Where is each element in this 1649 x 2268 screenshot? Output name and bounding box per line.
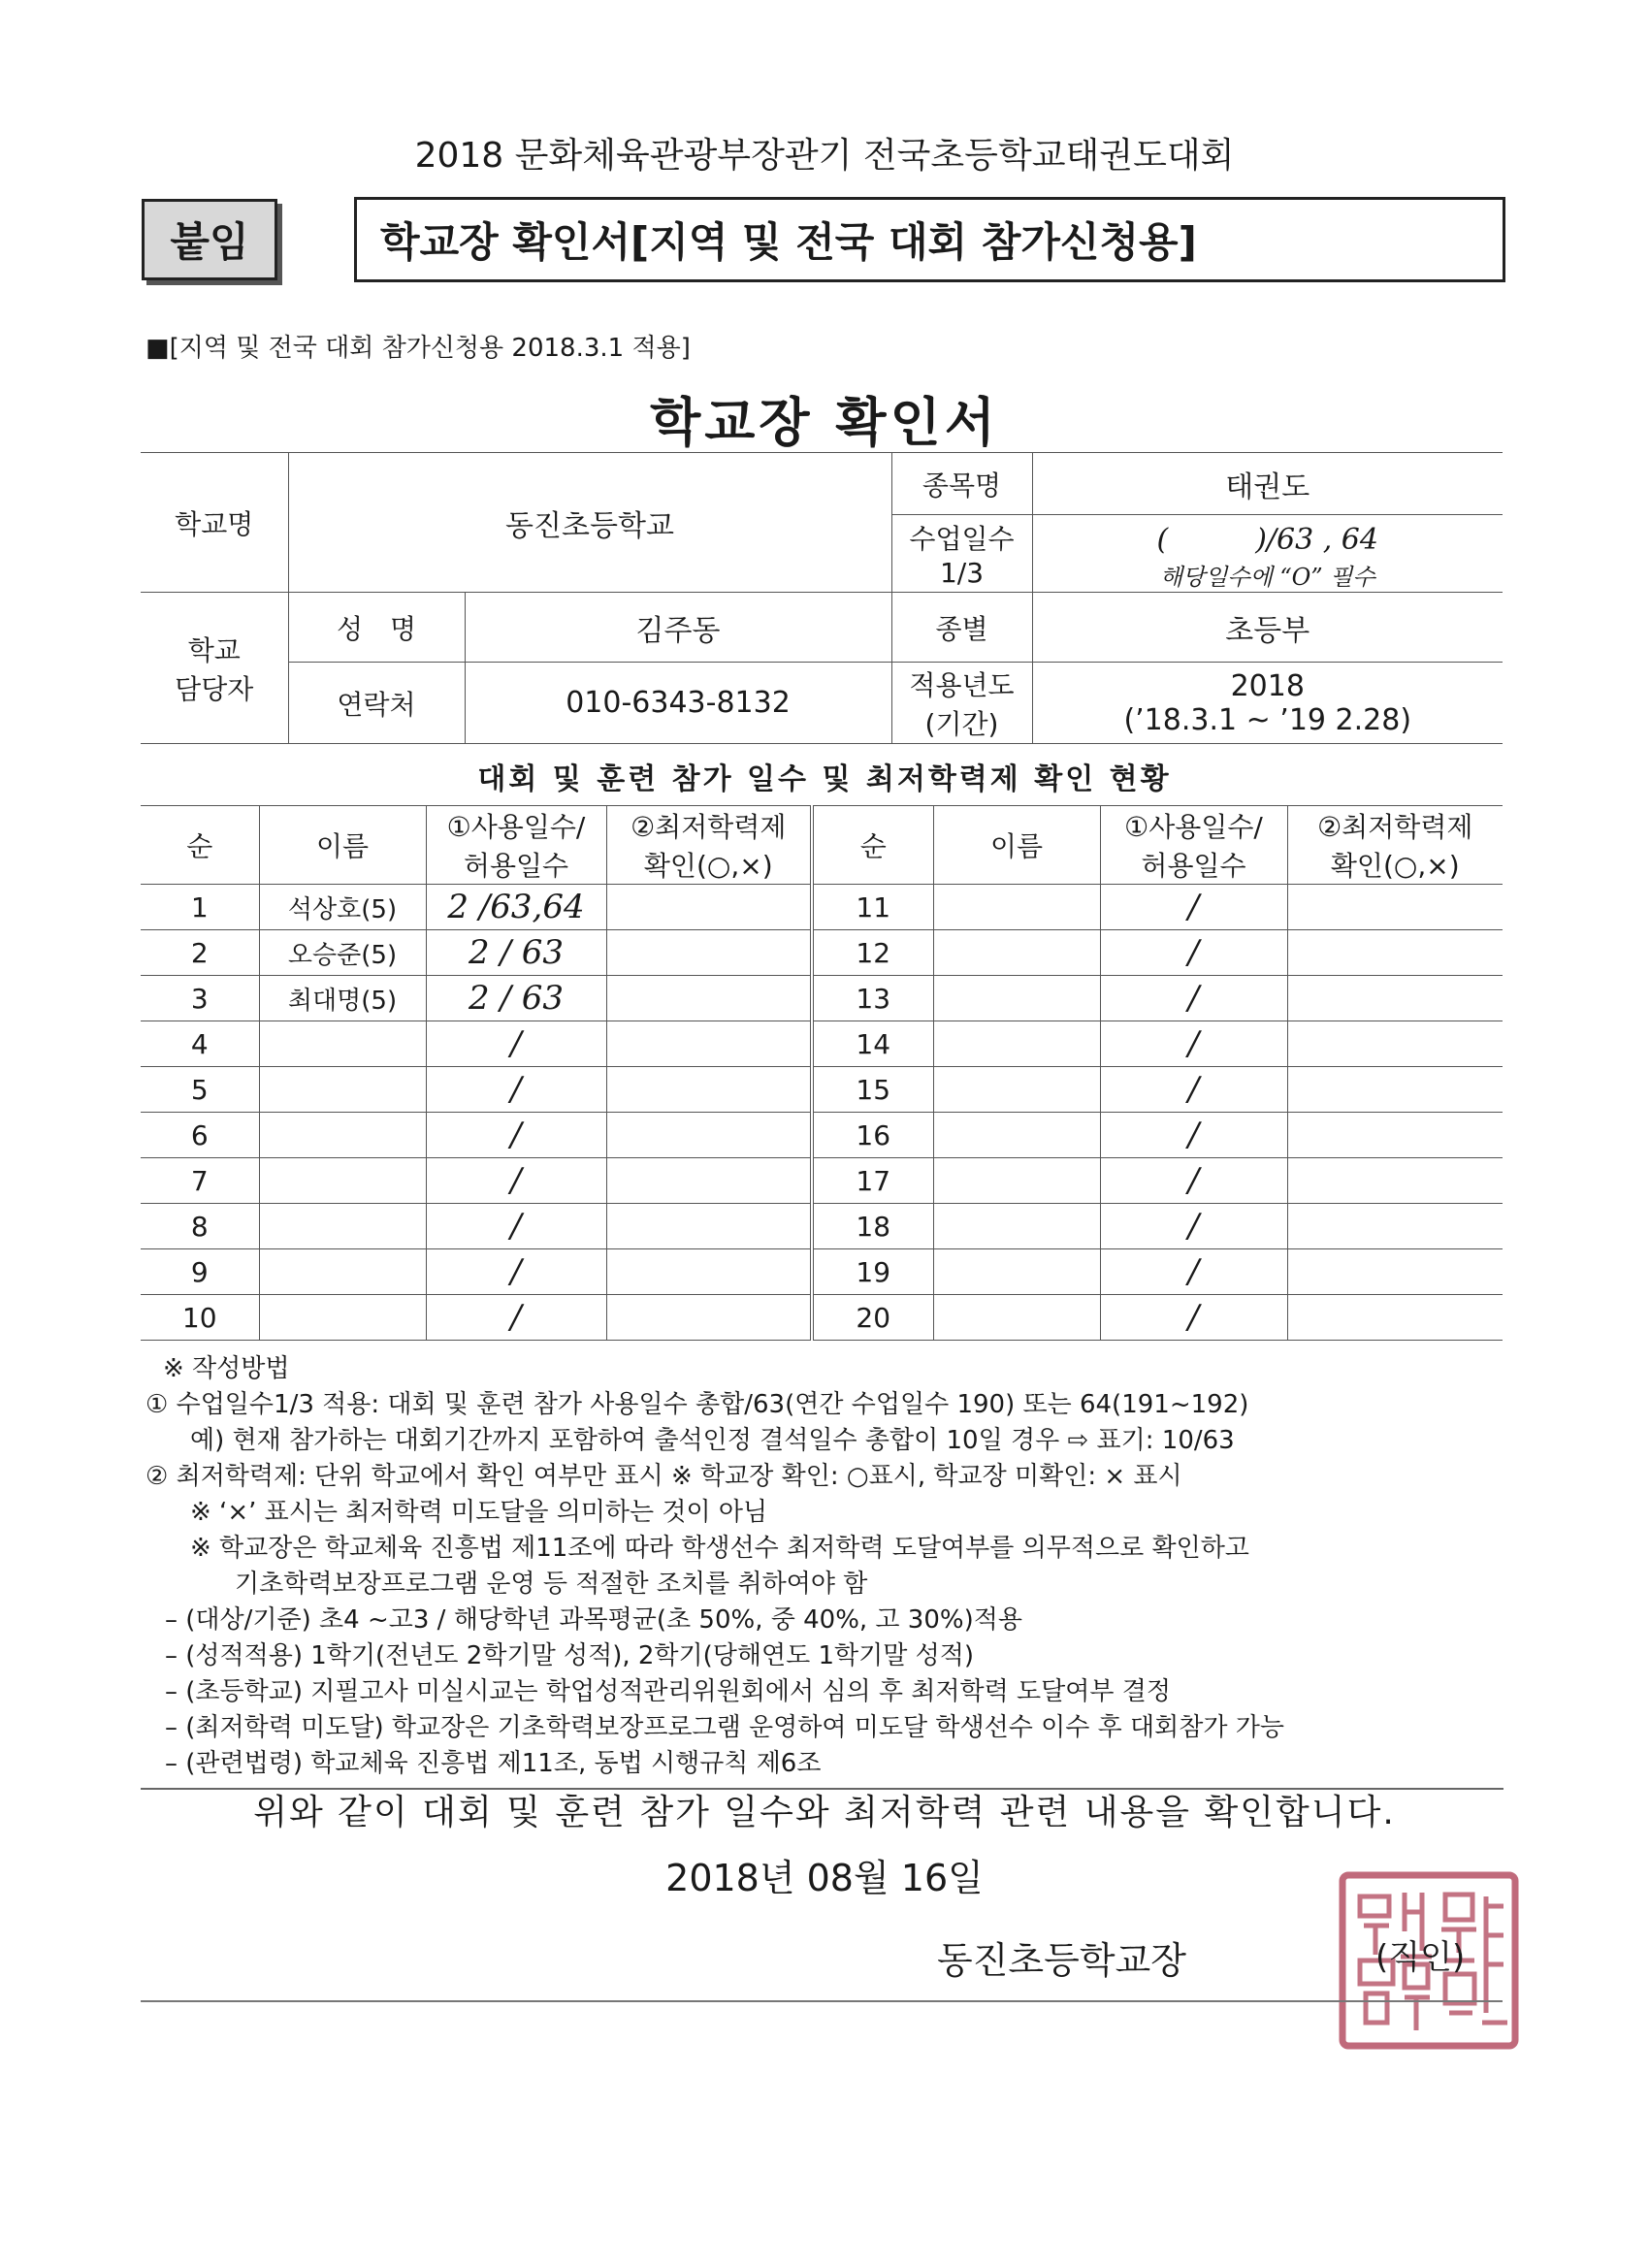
row-days-left: 2 /63,64 — [426, 885, 606, 930]
row-days-right: / — [1100, 1021, 1287, 1067]
row-name-right — [933, 976, 1100, 1021]
row-days-left: / — [426, 1204, 606, 1249]
row-name-left — [259, 1021, 426, 1067]
period-label-line1: 적용년도 — [909, 668, 1015, 701]
header-days-left-line1: ①사용일수/ — [446, 811, 586, 843]
row-name-right — [933, 1113, 1100, 1158]
row-name-left: 석상호(5) — [259, 885, 426, 930]
header-min-right-line2: 확인(○,×) — [1330, 850, 1460, 882]
staff-label — [141, 593, 288, 744]
row-check-right — [1287, 976, 1503, 1021]
school-name-label: 학교명 — [141, 453, 288, 593]
row-no-left: 1 — [141, 885, 259, 930]
attachment-label: 붙임 — [142, 199, 277, 280]
table-row — [141, 1113, 1503, 1158]
table-row — [141, 1067, 1503, 1113]
row-days-left: / — [426, 1021, 606, 1067]
row-check-left — [606, 930, 812, 976]
staff-label-line2: 담당자 — [175, 672, 254, 705]
row-name-left — [259, 1295, 426, 1341]
row-no-right: 18 — [812, 1204, 933, 1249]
class-days-ratio: ( )/63 , 64 — [1156, 523, 1378, 557]
row-name-right — [933, 1067, 1100, 1113]
row-days-right: / — [1100, 1295, 1287, 1341]
row-check-left — [606, 885, 812, 930]
table-row — [141, 885, 1503, 930]
row-check-left — [606, 1113, 812, 1158]
row-check-right — [1287, 1249, 1503, 1295]
table-row — [141, 976, 1503, 1021]
row-days-left: 2 / 63 — [426, 976, 606, 1021]
row-days-right: / — [1100, 1113, 1287, 1158]
staff-name-value: 김주동 — [465, 593, 891, 663]
staff-label-line1: 학교 — [187, 633, 241, 666]
header-days-right-line1: ①사용일수/ — [1124, 811, 1263, 843]
class-days-label — [891, 515, 1032, 593]
row-no-left: 6 — [141, 1113, 259, 1158]
row-days-right: / — [1100, 930, 1287, 976]
row-name-right — [933, 1295, 1100, 1341]
row-no-left: 7 — [141, 1158, 259, 1204]
sport-value: 태권도 — [1032, 453, 1503, 515]
class-days-note: 해당일수에 “O” 필수 — [1159, 564, 1375, 591]
period-range: (’18.3.1 ~ ’19 2.28) — [1123, 702, 1412, 737]
principal-title: 동진초등학교장 — [937, 1939, 1186, 1982]
row-no-right: 17 — [812, 1158, 933, 1204]
form-title: 학교장 확인서 — [650, 392, 999, 453]
row-name-left — [259, 1158, 426, 1204]
contact-value: 010-6343-8132 — [465, 663, 891, 744]
row-days-left: / — [426, 1295, 606, 1341]
row-no-left: 2 — [141, 930, 259, 976]
instructions — [146, 1351, 1504, 1790]
class-days-label-line1: 수업일수 — [909, 523, 1015, 555]
row-days-left: / — [426, 1249, 606, 1295]
period-label — [891, 663, 1032, 744]
instruction-line: 예) 현재 참가하는 대회기간까지 포함하여 출석인정 결석일수 총합이 10일 경우 ⇨ 표기: 10/63 — [190, 1426, 1235, 1455]
instruction-line: – (관련법령) 학교체육 진흥법 제11조, 동법 시행규칙 제6조 — [165, 1749, 822, 1778]
signing-date: 2018년 08월 16일 — [665, 1857, 984, 1899]
header-min-left-line1: ②최저학력제 — [630, 811, 787, 843]
row-name-right — [933, 885, 1100, 930]
header-days-right — [1100, 806, 1287, 885]
period-label-line2: (기간) — [924, 707, 999, 740]
period-year: 2018 — [1230, 668, 1305, 703]
row-days-right: / — [1100, 1067, 1287, 1113]
header-days-right-line2: 허용일수 — [1141, 850, 1246, 882]
row-no-left: 8 — [141, 1204, 259, 1249]
row-name-right — [933, 1204, 1100, 1249]
table-row — [141, 1295, 1503, 1341]
row-no-left: 3 — [141, 976, 259, 1021]
header-min-right-line1: ②최저학력제 — [1317, 811, 1473, 843]
school-name-value: 동진초등학교 — [288, 453, 891, 593]
row-check-left — [606, 1295, 812, 1341]
header-no-left: 순 — [141, 806, 259, 885]
row-no-left: 5 — [141, 1067, 259, 1113]
school-info-table — [141, 452, 1503, 744]
header-name-left: 이름 — [259, 806, 426, 885]
row-no-left: 10 — [141, 1295, 259, 1341]
instruction-line: ※ ‘×’ 표시는 최저학력 미도달을 의미하는 것이 아님 — [190, 1498, 768, 1527]
bottom-divider — [141, 2000, 1503, 2002]
row-check-right — [1287, 1067, 1503, 1113]
row-days-right: / — [1100, 1249, 1287, 1295]
instruction-line: ① 수업일수1/3 적용: 대회 및 훈련 참가 사용일수 총합/63(연간 수업일수 190) 또는 64(191~192) — [146, 1390, 1249, 1419]
class-days-value — [1032, 515, 1503, 593]
row-days-left: / — [426, 1067, 606, 1113]
row-check-right — [1287, 1158, 1503, 1204]
row-name-left — [259, 1204, 426, 1249]
class-days-label-line2: 1/3 — [939, 557, 985, 589]
row-name-right — [933, 1021, 1100, 1067]
header-min-left — [606, 806, 812, 885]
division-label: 종별 — [891, 593, 1032, 663]
row-check-right — [1287, 930, 1503, 976]
section-title: 대회 및 훈련 참가 일수 및 최저학력제 확인 현황 — [477, 762, 1172, 796]
header-no-right: 순 — [812, 806, 933, 885]
row-name-left — [259, 1249, 426, 1295]
row-days-right: / — [1100, 1158, 1287, 1204]
row-days-left: / — [426, 1113, 606, 1158]
row-check-left — [606, 1067, 812, 1113]
row-check-right — [1287, 1113, 1503, 1158]
row-check-left — [606, 1158, 812, 1204]
document-heading: 학교장 확인서[지역 및 전국 대회 참가신청용] — [354, 197, 1505, 282]
row-no-right: 11 — [812, 885, 933, 930]
contact-label: 연락처 — [288, 663, 465, 744]
row-no-right: 15 — [812, 1067, 933, 1113]
table-row — [141, 1204, 1503, 1249]
row-days-left: 2 / 63 — [426, 930, 606, 976]
row-no-right: 14 — [812, 1021, 933, 1067]
row-no-right: 20 — [812, 1295, 933, 1341]
instruction-line: – (초등학교) 지필고사 미실시교는 학업성적관리위원회에서 심의 후 최저학력 도달여부 결정 — [165, 1677, 1171, 1706]
row-check-left — [606, 976, 812, 1021]
instruction-line: – (최저학력 미도달) 학교장은 기초학력보장프로그램 운영하여 미도달 학생선수 이수 후 대회참가 가능 — [165, 1713, 1284, 1742]
row-check-right — [1287, 1295, 1503, 1341]
participation-table — [141, 805, 1503, 1341]
row-name-right — [933, 1158, 1100, 1204]
row-check-left — [606, 1249, 812, 1295]
instruction-line: – (성적적용) 1학기(전년도 2학기말 성적), 2학기(당해연도 1학기말 성적) — [165, 1641, 975, 1670]
applicability-note: ■[지역 및 전국 대회 참가신청용 2018.3.1 적용] — [146, 334, 691, 363]
sport-label: 종목명 — [891, 453, 1032, 515]
confirmation-statement: 위와 같이 대회 및 훈련 참가 일수와 최저학력 관련 내용을 확인합니다. — [253, 1793, 1396, 1832]
header-min-right — [1287, 806, 1503, 885]
instruction-line: ② 최저학력제: 단위 학교에서 확인 여부만 표시 ※ 학교장 확인: ○표시, 학교장 미확인: × 표시 — [146, 1462, 1182, 1491]
period-value — [1032, 663, 1503, 744]
row-name-left: 오승준(5) — [259, 930, 426, 976]
row-name-left: 최대명(5) — [259, 976, 426, 1021]
row-check-right — [1287, 1021, 1503, 1067]
row-name-right — [933, 930, 1100, 976]
row-check-left — [606, 1204, 812, 1249]
row-no-left: 9 — [141, 1249, 259, 1295]
row-name-right — [933, 1249, 1100, 1295]
row-check-right — [1287, 885, 1503, 930]
row-days-left: / — [426, 1158, 606, 1204]
table-row — [141, 1249, 1503, 1295]
row-check-left — [606, 1021, 812, 1067]
event-title: 2018 문화체육관광부장관기 전국초등학교태권도대회 — [414, 136, 1235, 176]
table-row — [141, 930, 1503, 976]
row-days-right: / — [1100, 885, 1287, 930]
row-no-right: 16 — [812, 1113, 933, 1158]
instruction-line: – (대상/기준) 초4 ~고3 / 해당학년 과목평균(초 50%, 중 40%, 고 30%)적용 — [165, 1605, 1022, 1635]
row-days-right: / — [1100, 976, 1287, 1021]
row-no-right: 19 — [812, 1249, 933, 1295]
row-no-left: 4 — [141, 1021, 259, 1067]
row-name-left — [259, 1113, 426, 1158]
row-days-right: / — [1100, 1204, 1287, 1249]
header-days-left-line2: 허용일수 — [463, 850, 569, 882]
header-name-right: 이름 — [933, 806, 1100, 885]
row-no-right: 13 — [812, 976, 933, 1021]
row-check-right — [1287, 1204, 1503, 1249]
header-days-left — [426, 806, 606, 885]
table-row — [141, 1158, 1503, 1204]
header-min-left-line2: 확인(○,×) — [643, 850, 773, 882]
instruction-line: ※ 학교장은 학교체육 진흥법 제11조에 따라 학생선수 최저학력 도달여부를 의무적으로 확인하고 — [190, 1534, 1249, 1563]
instructions-heading: ※ 작성방법 — [163, 1354, 290, 1383]
seal-label: (직인) — [1375, 1938, 1466, 1977]
row-no-right: 12 — [812, 930, 933, 976]
division-value: 초등부 — [1032, 593, 1503, 663]
staff-name-label: 성 명 — [288, 593, 465, 663]
instruction-line: 기초학력보장프로그램 운영 등 적절한 조치를 취하여야 함 — [235, 1570, 868, 1599]
table-row — [141, 1021, 1503, 1067]
row-name-left — [259, 1067, 426, 1113]
